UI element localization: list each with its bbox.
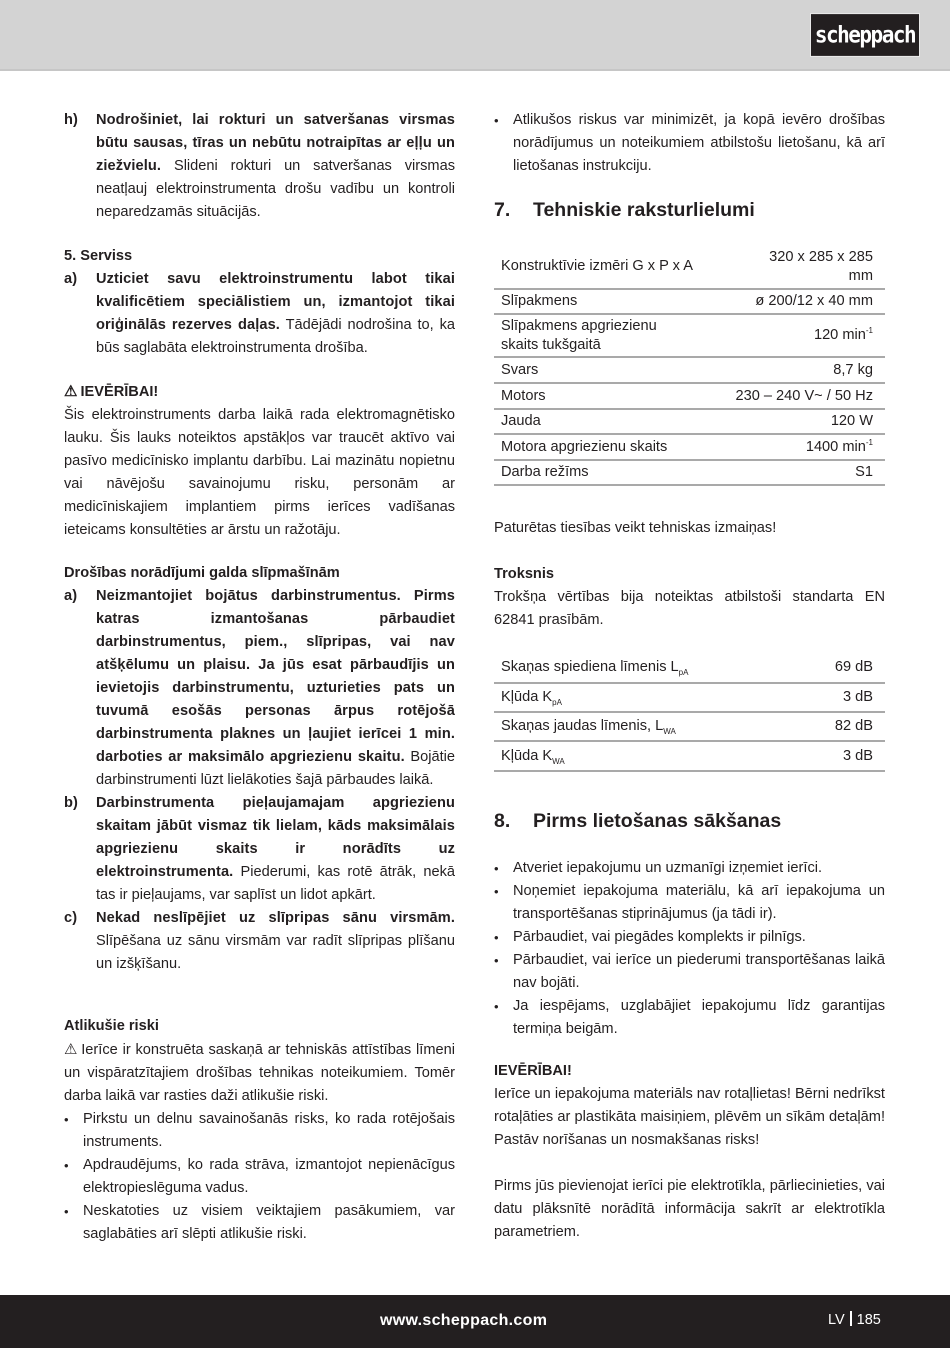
instruction-h: h) Nodrošiniet, lai rokturi un satveršanas virsmas būtu sausas, tīras un nebūtu notraipītas ar eļļu un ziežvielu. Slideni rokturi un satveršanas virsmas neatļauj elektroinstrumenta drošu vadību un kontroli neparedzamās situācijās. bbox=[64, 112, 455, 220]
noise-section: Troksnis Trokšņa vērtības bija noteiktas atbilstoši standarta EN 62841 prasībām. bbox=[494, 563, 885, 632]
noise-row: Kļūda $K_{pA}$ 3 dB bbox=[494, 683, 885, 712]
spec-row: Svars 8,7 kg bbox=[494, 357, 885, 383]
page-footer bbox=[0, 1295, 950, 1348]
noise-row: Kļūda $K_{WA}$ 3 dB bbox=[494, 741, 885, 771]
tech-specs-table bbox=[494, 245, 885, 486]
residual-risks-heading: Atlikušie riski bbox=[64, 1018, 159, 1034]
residual-risk-bullet: • Apdraudējums, ko rada strāva, izmantojot nepienācīgus elektropieslēguma vadus. bbox=[64, 1154, 455, 1200]
attention-heading: IEVĒRĪBAI! bbox=[494, 1063, 572, 1079]
residual-risk-bullet: • Pirkstu un delnu savainošanās risks, ko rada rotējošais instruments. bbox=[64, 1108, 455, 1154]
before-use-bullet: • Pārbaudiet, vai ierīce un piederumi transportēšanas laikā nav bojāti. bbox=[494, 949, 885, 995]
noise-table bbox=[494, 653, 885, 772]
website-link[interactable]: www.scheppach.com bbox=[380, 1312, 548, 1329]
service-section bbox=[64, 245, 455, 360]
spec-row: Jauda 120 W bbox=[494, 409, 885, 434]
warning-icon: ⚠ bbox=[64, 1041, 79, 1058]
before-use-bullet: • Atveriet iepakojumu un uzmanīgi izņemiet ierīci. bbox=[494, 857, 885, 880]
page-number: LV 185 bbox=[828, 1312, 881, 1328]
before-use-bullet: • Pārbaudiet, vai piegādes komplekts ir pilnīgs. bbox=[494, 926, 885, 949]
page-header bbox=[0, 0, 950, 71]
spec-row: Slīpakmens ø 200/12 x 40 mm bbox=[494, 289, 885, 314]
divider bbox=[850, 1311, 852, 1326]
residual-risk-bullet: • Neskatoties uz visiem veiktajiem pasākumiem, var saglabāties arī slēpti atlikušie riski. bbox=[64, 1200, 455, 1246]
spec-row: Darba režīms S1 bbox=[494, 460, 885, 485]
safety-item-a: a) Neizmantojiet bojātus darbinstrumentus. Pirms katras izmantošanas pārbaudiet darbinstrumentus, piem., slīpripas, vai nav atšķēlumu un plaisu. Ja jūs esat pārbaudījis un ievietojis darbinstrumentu, uzturieties pats un tuvumā esošās personas ārpus rotējošā darbinstrumenta plaknes un ļaujiet ierīcei 1 min. darboties ar maksimālo apgriezienu skaitu. Bojātie darbinstrumenti lūzt lielākoties šajā pārbaudes laikā. bbox=[64, 588, 455, 788]
spec-row: Slīpakmens apgriezienu skaits tukšgaitā 120 $\min^{-1}$ bbox=[494, 314, 885, 357]
before-use-list bbox=[494, 857, 885, 1041]
grinder-safety-heading: Drošības norādījumi galda slīpmašīnām bbox=[64, 565, 340, 581]
spec-row: Motora apgriezienu skaits 1400 $\min^{-1}$ bbox=[494, 434, 885, 460]
spec-row: Konstruktīvie izmēri G x P x A 320 x 285 x 285 mm bbox=[494, 245, 885, 289]
packaging-attention: IEVĒRĪBAI! Ierīce un iepakojuma materiāls nav rotaļlietas! Bērni nedrīkst rotaļāties ar plastikāta maisiņiem, plēvēm un sīkām detaļām! Pastāv norīšanas un nosmakšanas risks! Pirms jūs pievienojat ierīci pie elektrotīkla, pārliecinieties, vai datu plāksnītē norādītā informācija sakrīt ar elektrotīkla parametriem. bbox=[494, 1060, 885, 1244]
before-use-bullet: • Noņemiet iepakojuma materiālu, kā arī iepakojuma un transportēšanas stiprinājumus (ja tādi ir). bbox=[494, 880, 885, 926]
scheppach-logo: scheppach bbox=[810, 13, 920, 57]
safety-item-b: b) Darbinstrumenta pieļaujamajam apgriezienu skaitam jābūt vismaz tik lielam, kāds maksimālais apgriezienu skaits ir norādīts uz elektroinstrumenta. Piederumi, kas rotē ātrāk, nekā tas ir pieļaujams, var saplīst un lidot apkārt. bbox=[64, 795, 455, 903]
tech-specs-heading: 7. Tehniskie raksturlielumi bbox=[494, 199, 755, 221]
tech-changes-note: Paturētas tiesības veikt tehniskas izmaiņas! bbox=[494, 520, 777, 536]
grinder-safety-section bbox=[64, 562, 455, 976]
service-item-a: a) Uzticiet savu elektroinstrumentu labot tikai kvalificētiem speciālistiem un, izmantojot tikai oriģinālās rezerves daļas. Tādējādi nodrošina to, ka būs saglabāta elektroinstrumenta drošība. bbox=[64, 271, 455, 356]
residual-risk-minimize: • Atlikušos riskus var minimizēt, ja kopā ievēro drošības norādījumus un noteikumiem atbilstošu lietošanu, kā arī lietošanas instrukciju. bbox=[494, 109, 885, 178]
spec-row: Motors 230 – 240 V~ / 50 Hz bbox=[494, 383, 885, 409]
before-use-bullet: • Ja iespējams, uzglabājiet iepakojumu līdz garantijas termiņa beigām. bbox=[494, 995, 885, 1041]
warning-icon: ⚠ bbox=[64, 383, 78, 400]
emf-attention: ⚠ IEVĒRĪBAI! Šis elektroinstruments darba laikā rada elektromagnētisko lauku. Šis lauks noteiktos apstākļos var traucēt aktīvo vai pasīvo medicīnisko implantu darbību. Lai mazinātu nopietnu vai nāvējošu savainojumu risku, personām ar medicīniskajiem implantiem pirms ierīces vadīšanas ieteicams konsultēties ar ārstu un ražotāju. bbox=[64, 383, 455, 538]
noise-row: Skaņas jaudas līmenis, $L_{WA}$ 82 dB bbox=[494, 712, 885, 741]
safety-item-c: c) Nekad neslīpējiet uz slīpripas sānu virsmām. Slīpēšana uz sānu virsmām var radīt slīpripas plīšanu un izšķīšanu. bbox=[64, 910, 455, 972]
residual-risks-section: Atlikušie riski ⚠ Ierīce ir konstruēta saskaņā ar tehniskās attīstības līmeni un vispāratzītajiem drošības tehnikas noteikumiem. Tomēr darba laikā var rasties daži atlikušie riski. • Pirkstu un delnu savainošanās risks, ko rada rotējošais instruments. • Apdraudējums, ko rada strāva, izmantojot nepienācīgus elektropieslēguma vadus. • Neskatoties uz visiem veiktajiem pasākumiem, var saglabāties arī slēpti atlikušie riski. bbox=[64, 1015, 455, 1246]
before-use-heading: 8. Pirms lietošanas sākšanas bbox=[494, 810, 782, 832]
noise-heading: Troksnis bbox=[494, 566, 555, 582]
service-heading: 5. Serviss bbox=[64, 248, 133, 264]
noise-row: Skaņas spiediena līmenis $L_{pA}$ 69 dB bbox=[494, 653, 885, 683]
